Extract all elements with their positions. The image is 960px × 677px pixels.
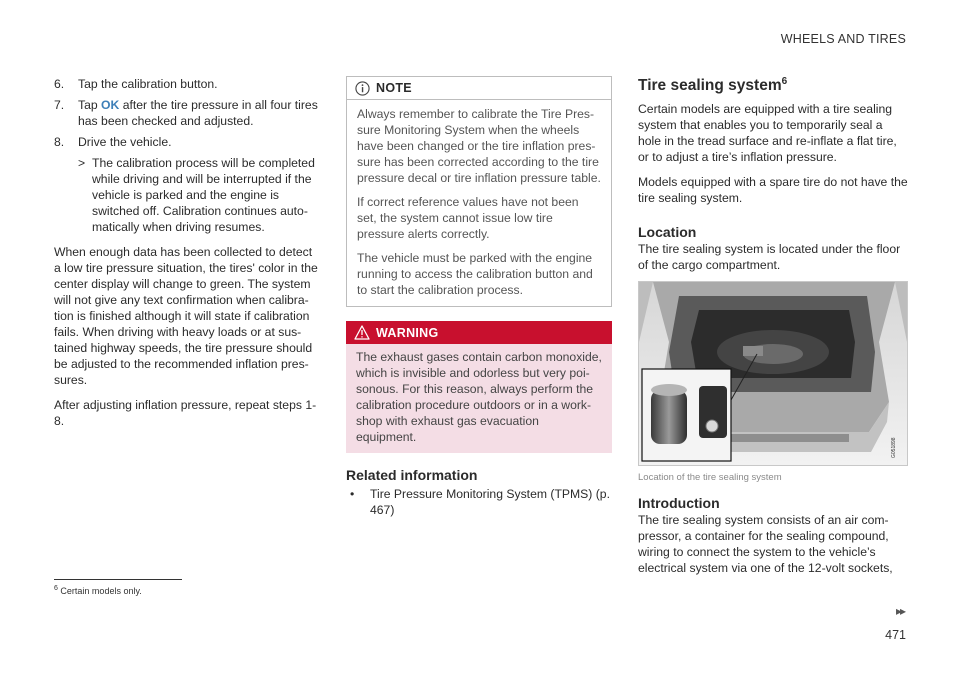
step-8: 8. Drive the vehicle. xyxy=(54,135,172,149)
introduction-heading: Introduction xyxy=(638,495,720,512)
info-icon xyxy=(355,81,370,96)
warning-box xyxy=(346,321,612,453)
footnote-ref: 6 xyxy=(781,76,788,87)
warning-header xyxy=(346,321,612,344)
section-title: Tire sealing system$^6$ xyxy=(638,76,788,95)
related-link-tpms[interactable]: • Tire Pressure Monitoring System (TPMS) (p. 467) xyxy=(350,487,610,517)
warning-triangle-icon xyxy=(354,325,370,340)
intro-paragraph: Certain models are equipped with a tire sealing system that enables you to temporarily seal a hole in the tread surface and re-inflate a flat tire, or to adjust a tire’s inflation pressure. xyxy=(638,102,897,165)
note-box xyxy=(346,76,612,307)
footnote-divider xyxy=(54,579,182,580)
column-right xyxy=(638,76,908,576)
next-page-arrows-icon[interactable]: ▸▸ xyxy=(895,604,904,618)
related-information xyxy=(346,467,612,518)
location-text: The tire sealing system is located under the floor of the cargo compartment. xyxy=(638,242,901,273)
step-8-result: > The calibration process will be completed while driving and will be interrupted if the vehicle is parked and the engine is switched off. Calibration continues auto-matically when driving resumes. xyxy=(78,156,315,234)
tire-sealing-location-image xyxy=(638,281,908,466)
step-6: 6. Tap the calibration button. xyxy=(54,77,218,91)
page-number: 471 xyxy=(885,628,906,642)
note-body: Always remember to calibrate the Tire Pres-sure Monitoring System when the wheels have been changed or the tire inflation pres-sure has been corrected according to the tire pressure decal or tire inflation pressure table. If correct reference values have not been set, the system cannot issue low tire pressure alerts correctly. The vehicle must be parked with the engine running to access the calibration button and to start the calibration process. xyxy=(357,107,601,297)
warning-body: The exhaust gases contain carbon monoxide, which is invisible and odorless but very poi-sonous. For this reason, always perform the calibration procedure outdoors or in a work-shop with exhaust gas evacuation equipment. xyxy=(356,350,602,444)
step-7: 7. Tap OK after the tire pressure in all four tires has been checked and adjusted. xyxy=(54,98,318,128)
ok-label: OK xyxy=(101,98,120,112)
footnote: $^6$ Certain models only. xyxy=(54,585,142,596)
paragraph-repeat-steps: After adjusting inflation pressure, repeat steps 1-8. xyxy=(54,398,317,428)
warning-title: WARNING xyxy=(376,325,439,340)
note-title: NOTE xyxy=(376,81,412,95)
note-header xyxy=(347,77,611,100)
spare-tire-paragraph: Models equipped with a spare tire do not have the tire sealing system. xyxy=(638,175,908,206)
figure-caption: Location of the tire sealing system xyxy=(638,472,782,484)
cargo-compartment-illustration xyxy=(639,282,907,465)
column-left xyxy=(54,76,320,429)
location-heading: Location xyxy=(638,224,697,241)
section-header: WHEELS AND TIRES xyxy=(780,32,906,46)
introduction-text: The tire sealing system consists of an air com-pressor, a container for the sealing compound, wiring to connect the system to the vehicle’s electrical system via one of the 12-volt sockets, xyxy=(638,513,893,576)
column-middle xyxy=(346,76,612,518)
paragraph-calibration-data: When enough data has been collected to detect a low tire pressure situation, the tires' color in the center display will change to green. The system will not give any text confirmation when calibra-tion is finished although it will state if calibration fails. When driving with heavy loads or at sus-tained highway speeds, the tire pressure should be adjusted to the recommended inflation pres-sures. xyxy=(54,245,318,387)
figure-code: G051898 xyxy=(891,437,897,459)
related-heading: Related information xyxy=(346,467,478,483)
